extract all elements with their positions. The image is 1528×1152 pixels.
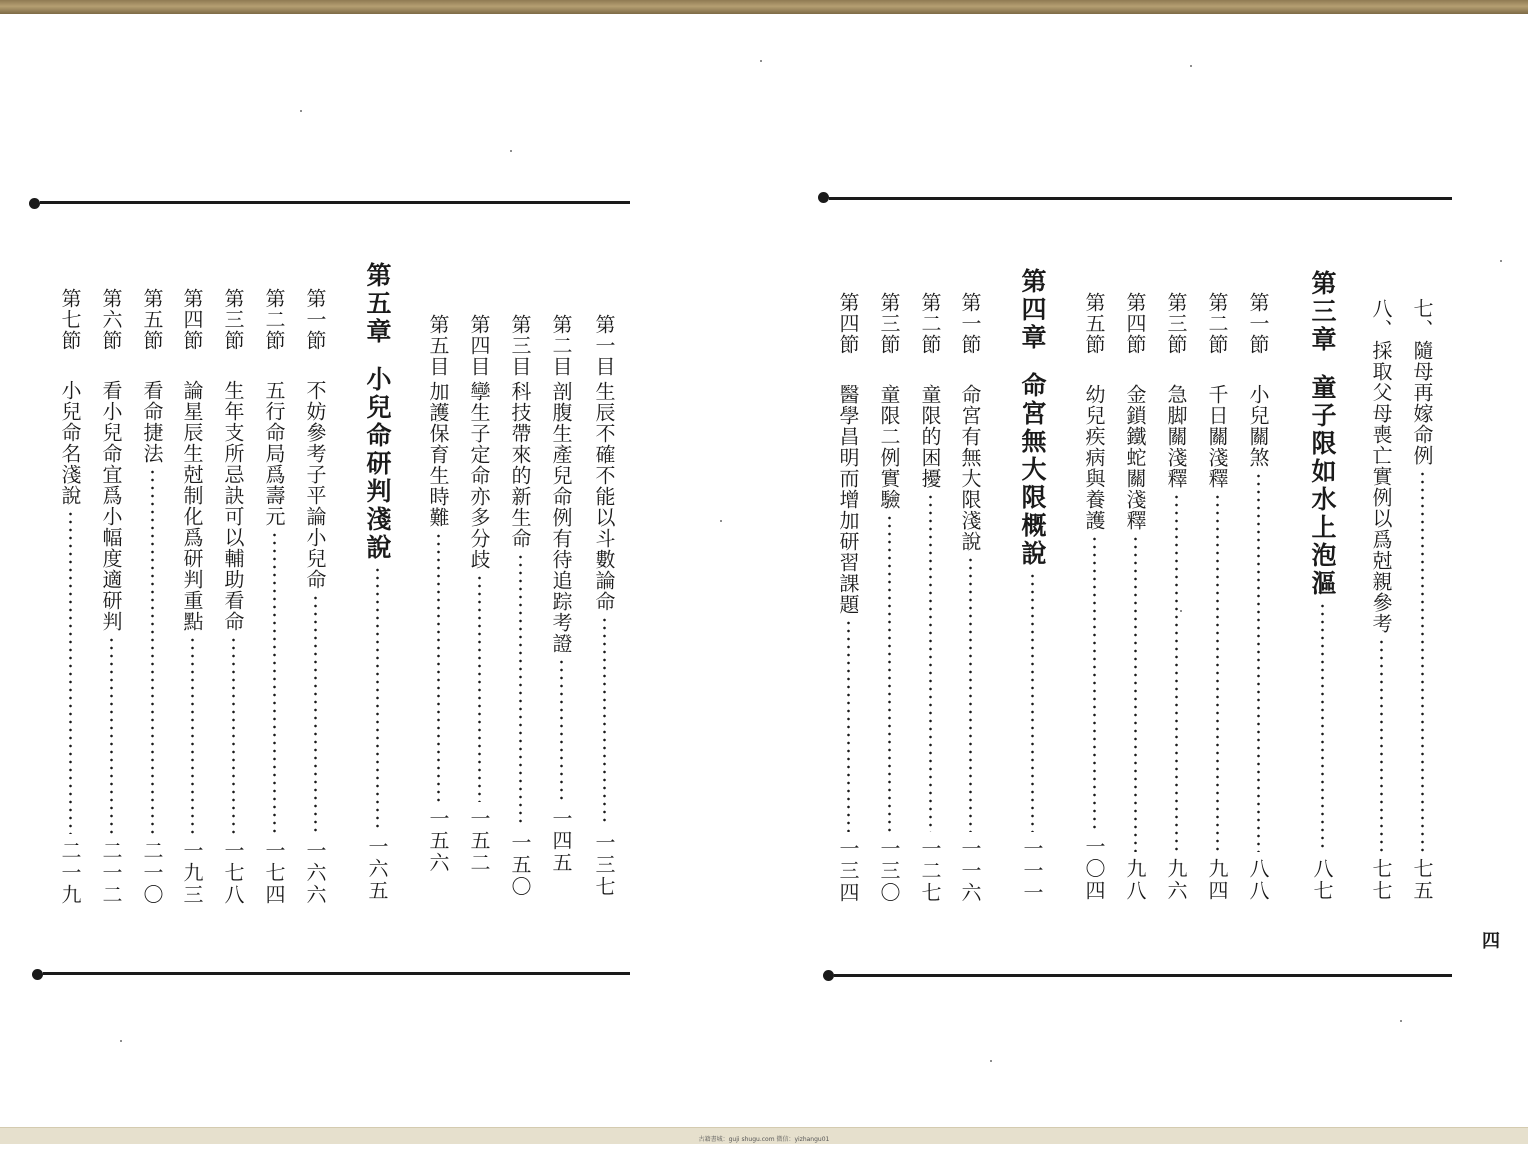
toc-entry[interactable]	[1203, 292, 1231, 902]
toc-entry-title: 加護保育生時難	[426, 381, 450, 528]
toc-entry[interactable]	[56, 288, 84, 906]
toc-entry[interactable]	[424, 314, 452, 874]
toc-page-number: 一九三	[180, 840, 204, 906]
toc-entry[interactable]	[1121, 292, 1149, 902]
right-bottom-rule	[834, 974, 1452, 977]
scan-speck	[760, 60, 762, 62]
toc-entry[interactable]	[590, 314, 618, 898]
scan-speck	[1400, 1020, 1402, 1022]
toc-entry[interactable]	[97, 288, 125, 906]
toc-entry[interactable]	[260, 288, 288, 906]
toc-chapter-entry[interactable]	[1015, 268, 1049, 904]
toc-section-label: 第一節	[1246, 292, 1270, 355]
toc-page-number: 一三四	[836, 838, 860, 904]
toc-dot-leader	[1031, 572, 1034, 832]
left-bottom-rule-dot	[32, 969, 43, 980]
toc-page-number: 一二七	[918, 838, 942, 904]
toc-dot-leader	[847, 619, 850, 832]
toc-page-number: 一四五	[549, 808, 573, 874]
toc-section-label: 第二節	[262, 288, 286, 351]
toc-page-number: 八七	[1310, 858, 1334, 902]
toc-dot-leader	[1216, 493, 1219, 852]
toc-dot-leader	[519, 553, 522, 826]
toc-entry[interactable]	[916, 292, 944, 904]
scan-speck	[300, 110, 302, 112]
scan-speck	[990, 1060, 992, 1062]
toc-dot-leader	[888, 514, 891, 832]
toc-entry[interactable]	[956, 292, 984, 904]
toc-dot-leader	[376, 566, 379, 830]
toc-entry-title: 生辰不確不能以斗數論命	[592, 381, 616, 612]
toc-dot-leader	[478, 574, 481, 802]
toc-chapter-label: 第三章	[1308, 270, 1337, 354]
toc-entry[interactable]	[178, 288, 206, 906]
toc-entry-title: 童限的困擾	[918, 384, 942, 489]
toc-dot-leader	[191, 636, 194, 834]
toc-section-label: 第三節	[221, 288, 245, 351]
toc-dot-leader	[314, 594, 317, 834]
scan-speck	[120, 1040, 122, 1042]
toc-page-number: 一三七	[592, 832, 616, 898]
toc-entry-title: 小兒關煞	[1246, 384, 1270, 468]
toc-dot-leader	[1257, 472, 1260, 852]
toc-page-number: 一五六	[426, 808, 450, 874]
toc-dot-leader	[929, 493, 932, 832]
toc-entry-title: 命宮有無大限淺說	[958, 384, 982, 552]
toc-entry-title: 採取父母喪亡實例以爲尅親參考	[1369, 340, 1393, 634]
toc-page-number: 七七	[1369, 858, 1393, 902]
toc-page-number: 一六五	[365, 836, 389, 902]
toc-entry-title: 剖腹生產兒命例有待追踪考證	[549, 381, 573, 654]
toc-section-label: 第三節	[877, 292, 901, 355]
toc-page-number: 八八	[1246, 858, 1270, 902]
toc-entry-title: 醫學昌明而增加研習課題	[836, 384, 860, 615]
toc-entry[interactable]	[1408, 298, 1436, 902]
toc-section-label: 第三節	[1164, 292, 1188, 355]
toc-entry[interactable]	[219, 288, 247, 906]
toc-entry-title: 千日關淺釋	[1205, 384, 1229, 489]
toc-entry-title: 不妨參考子平論小兒命	[303, 380, 327, 590]
toc-section-label: 第四節	[1123, 292, 1147, 355]
toc-page-number: 二一九	[58, 840, 82, 906]
toc-entry-title: 孿生子定命亦多分歧	[467, 381, 491, 570]
toc-entry[interactable]	[1162, 292, 1190, 902]
toc-dot-leader	[1380, 638, 1383, 852]
left-bottom-rule	[43, 972, 630, 975]
scan-speck	[1180, 610, 1182, 612]
toc-page-number: 一六六	[303, 840, 327, 906]
toc-dot-leader	[969, 556, 972, 832]
toc-entry-title: 金鎖鐵蛇關淺釋	[1123, 384, 1147, 531]
toc-dot-leader	[232, 636, 235, 834]
toc-entry-title: 小兒命名淺說	[58, 380, 82, 506]
left-top-rule	[40, 201, 630, 204]
toc-dot-leader	[437, 532, 440, 802]
toc-dot-leader	[1134, 535, 1137, 852]
toc-entry-title: 七、	[1410, 298, 1434, 340]
toc-section-label: 第五節	[140, 288, 164, 351]
footer-bar	[0, 1127, 1528, 1144]
toc-dot-leader	[560, 658, 563, 802]
toc-entry[interactable]	[1080, 292, 1108, 902]
toc-entry-title: 急脚關淺釋	[1164, 384, 1188, 489]
toc-entry-title: 看命捷法	[140, 380, 164, 464]
scan-speck	[720, 520, 722, 522]
top-decorative-bar	[0, 0, 1528, 14]
toc-section-label: 第五目	[426, 314, 450, 377]
toc-dot-leader	[1321, 602, 1324, 852]
toc-dot-leader	[110, 636, 113, 834]
toc-chapter-label: 第四章	[1018, 268, 1047, 352]
toc-chapter-title: 命宮無大限概說	[1018, 372, 1047, 568]
left-top-rule-dot	[29, 198, 40, 209]
toc-section-label: 第一目	[592, 314, 616, 377]
toc-entry-title: 科技帶來的新生命	[508, 381, 532, 549]
toc-page-number: 二一〇	[140, 840, 164, 906]
toc-page-number: 九八	[1123, 858, 1147, 902]
toc-page-number: 一五〇	[508, 832, 532, 898]
toc-section-label: 第一節	[303, 288, 327, 351]
toc-entry-title: 隨母再嫁命例	[1410, 340, 1434, 466]
toc-page-number: 九四	[1205, 858, 1229, 902]
scan-speck	[510, 150, 512, 152]
toc-section-label: 第六節	[99, 288, 123, 351]
toc-page-number: 七五	[1410, 858, 1434, 902]
toc-dot-leader	[69, 510, 72, 834]
toc-entry[interactable]	[875, 292, 903, 904]
toc-section-label: 第二目	[549, 314, 573, 377]
toc-dot-leader	[603, 616, 606, 826]
toc-entry[interactable]	[1244, 292, 1272, 902]
toc-section-label: 第二節	[1205, 292, 1229, 355]
toc-page-number: 九六	[1164, 858, 1188, 902]
toc-dot-leader	[1421, 470, 1424, 852]
toc-entry[interactable]	[138, 288, 166, 906]
toc-section-label: 第五節	[1082, 292, 1106, 355]
toc-page-number: 一一六	[958, 838, 982, 904]
toc-page-number: 一〇四	[1082, 836, 1106, 902]
toc-dot-leader	[273, 531, 276, 834]
right-top-rule	[829, 197, 1452, 200]
toc-page-number: 二一二	[99, 840, 123, 906]
right-bottom-rule-dot	[823, 970, 834, 981]
toc-entry[interactable]	[465, 314, 493, 874]
toc-section-label: 第二節	[918, 292, 942, 355]
toc-section-label: 第四目	[467, 314, 491, 377]
toc-entry[interactable]	[834, 292, 862, 904]
toc-dot-leader	[151, 468, 154, 834]
toc-entry-title: 五行命局爲壽元	[262, 380, 286, 527]
toc-entry[interactable]	[506, 314, 534, 898]
toc-chapter-label: 第五章	[363, 262, 392, 346]
scan-speck	[1500, 260, 1502, 262]
toc-page-number: 一七四	[262, 840, 286, 906]
toc-section-label: 第三目	[508, 314, 532, 377]
toc-page-number: 一三〇	[877, 838, 901, 904]
toc-section-label: 第四節	[180, 288, 204, 351]
toc-entry[interactable]	[1367, 298, 1395, 902]
toc-entry-title: 論星辰生尅制化爲研判重點	[180, 380, 204, 632]
toc-page-number: 一五二	[467, 808, 491, 874]
toc-entry[interactable]	[547, 314, 575, 874]
toc-entry-title: 八、	[1369, 298, 1393, 340]
toc-chapter-title: 童子限如水上泡漚	[1308, 374, 1337, 598]
footer-text: 古籍書城：guji shugu.com 微信：yizhangu01	[698, 1136, 830, 1143]
toc-chapter-entry[interactable]	[360, 262, 394, 902]
toc-entry[interactable]	[301, 288, 329, 906]
toc-section-label: 第一節	[958, 292, 982, 355]
toc-chapter-title: 小兒命研判淺說	[363, 366, 392, 562]
toc-section-label: 第四節	[836, 292, 860, 355]
toc-entry-title: 童限二例實驗	[877, 384, 901, 510]
toc-dot-leader	[1175, 493, 1178, 852]
toc-entry-title: 看小兒命宜爲小幅度適研判	[99, 380, 123, 632]
page-number: 四	[1482, 931, 1500, 952]
scan-speck	[1190, 65, 1192, 67]
toc-page-number: 一一一	[1020, 838, 1044, 904]
toc-page-number: 一七八	[221, 840, 245, 906]
toc-entry-title: 幼兒疾病與養護	[1082, 384, 1106, 531]
right-top-rule-dot	[818, 192, 829, 203]
toc-dot-leader	[1093, 535, 1096, 830]
toc-section-label: 第七節	[58, 288, 82, 351]
toc-chapter-entry[interactable]	[1305, 270, 1339, 902]
toc-entry-title: 生年支所忌訣可以輔助看命	[221, 380, 245, 632]
